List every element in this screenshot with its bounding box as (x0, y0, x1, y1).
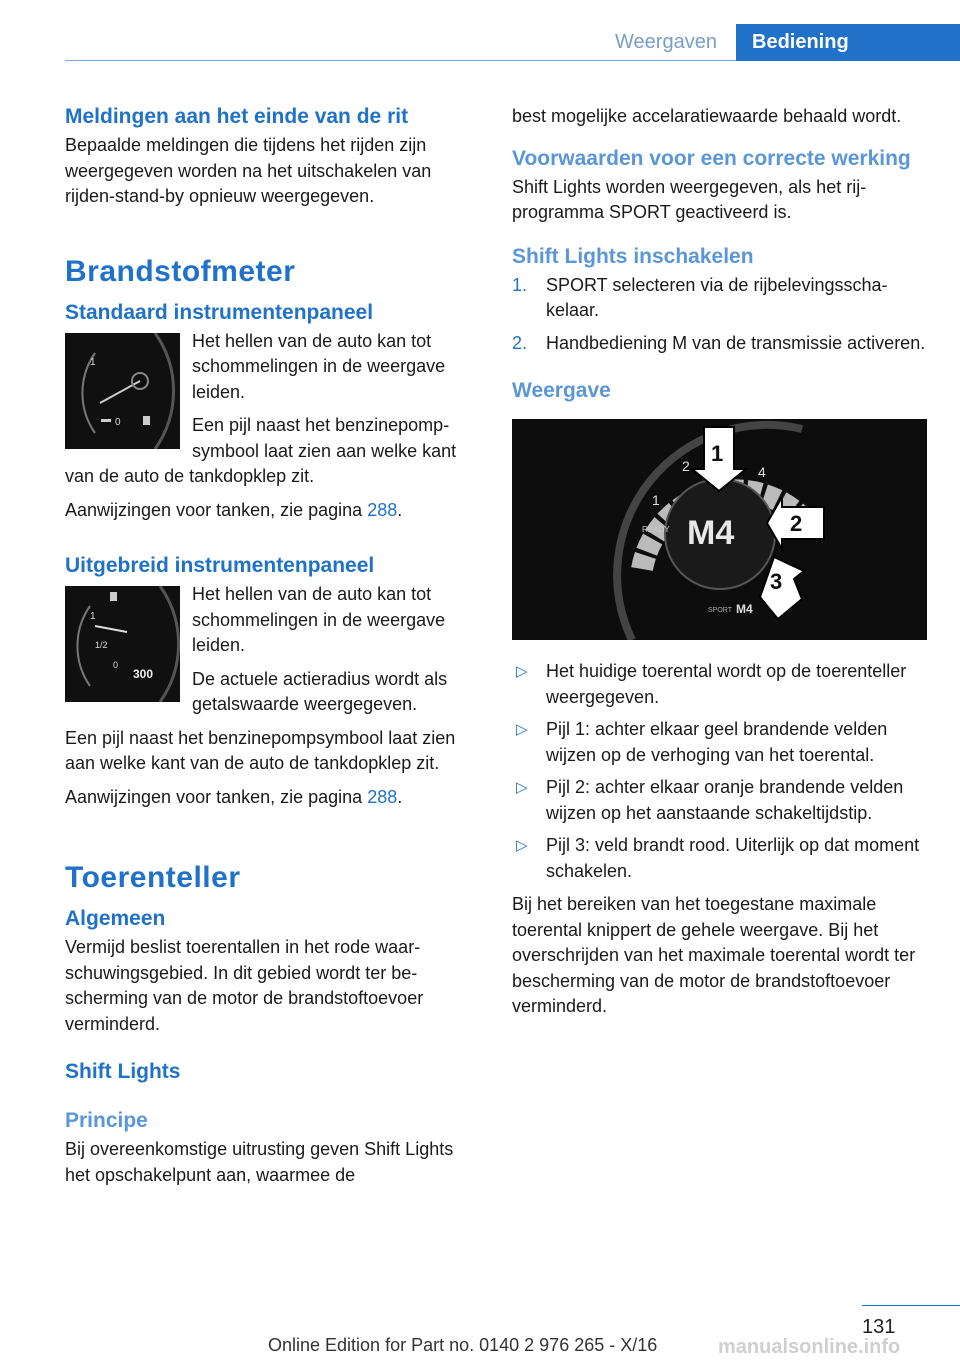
extended-fuel-gauge-image (65, 586, 180, 702)
std-panel-block (65, 329, 483, 498)
bullet-item: ▷ Pijl 3: veld brandt rood. Uiterlijk op dat moment schakelen. (516, 835, 920, 881)
svg-text:1: 1 (90, 611, 96, 622)
step-item: 1. SPORT selecteren via de rijbelevingsschakelaar. (512, 274, 888, 320)
svg-text:4: 4 (758, 464, 766, 480)
std-text-1: Het hellen van de auto kan tot schommelingen in de weergave leiden. (192, 330, 446, 402)
svg-text:1: 1 (652, 492, 660, 508)
svg-text:SPORT: SPORT (708, 607, 732, 614)
svg-text:M4: M4 (736, 602, 753, 616)
heading-algemeen: Algemeen (65, 907, 166, 930)
tab-weergaven[interactable]: Weergaven (615, 31, 717, 53)
watermark-text: manualsonline.info (718, 1336, 901, 1358)
heading-weergave: Weergave (512, 379, 611, 402)
heading-toerenteller: Toerenteller (65, 861, 241, 894)
tab-bediening[interactable]: Bediening (736, 24, 960, 61)
svg-text:3: 3 (770, 569, 783, 594)
bullet-item: ▷ Pijl 2: achter elkaar oranje brandende velden wijzen op het aanstaande schakeltijdstip. (516, 777, 904, 823)
svg-text:300: 300 (133, 667, 154, 681)
heading-brandstofmeter: Brandstofmeter (65, 254, 296, 288)
ext-panel-block (65, 582, 483, 726)
svg-text:READY: READY (642, 525, 670, 534)
footer-rule (862, 1305, 960, 1306)
page-number: 131 (862, 1316, 896, 1338)
right-column (512, 104, 930, 1028)
svg-text:0: 0 (115, 416, 121, 428)
edition-text: Online Edition for Part no. 0140 2 976 265 - X/16 (268, 1335, 658, 1355)
svg-text:1/2: 1/2 (95, 640, 108, 650)
paragraph-voorwaarden: Shift Lights worden weergegeven, als het rijprogramma SPORT geactiveerd is. (512, 176, 867, 222)
svg-text:0: 0 (113, 660, 119, 670)
heading-meldingen: Meldingen aan het einde van de rit (65, 105, 409, 128)
std-text-2: Een pijl naast het benzinepompsymbool laat zien aan welke kant van de auto de tankdopklep zit. (65, 415, 457, 486)
svg-text:2: 2 (682, 458, 690, 474)
ext-text-3: Een pijl naast het benzinepompsymbool laat zien aan welke kant van de auto de tankdopklep zit. (65, 727, 456, 773)
bullet-list (512, 659, 930, 884)
paragraph-final: Bij het bereiken van het toegestane maximale toerental knippert de gehele weergave. Bij het overschrijden van het maximale toerental wordt ter bescherming van de motor de brandstoftoevoer verminderd. (512, 894, 916, 1016)
ext-reference: Aanwijzingen voor tanken, zie pagina 288. (65, 786, 403, 807)
steps-list (512, 273, 930, 357)
svg-text:1: 1 (711, 441, 724, 466)
heading-standaard: Standaard instrumentenpaneel (65, 300, 374, 324)
ext-text-2: De actuele actieradius wordt als getalswaarde weergegeven. (192, 668, 448, 714)
heading-principe: Principe (65, 1109, 148, 1132)
left-column (65, 104, 483, 1196)
paragraph-meldingen: Bepaalde meldingen die tijdens het rijden zijn weergegeven worden na het uitschakelen van rijden-stand-by opnieuw weergegeven. (65, 135, 432, 206)
svg-text:1: 1 (90, 356, 96, 368)
ext-text-1: Het hellen van de auto kan tot schommelingen in de weergave leiden. (192, 584, 446, 655)
shift-lights-display-image (512, 419, 927, 640)
paragraph-continued: best mogelijke accelaratiewaarde behaald wordt. (512, 106, 902, 126)
heading-inschakelen: Shift Lights inschakelen (512, 244, 754, 268)
page-link-288[interactable]: 288 (367, 499, 398, 520)
paragraph-algemeen: Vermijd beslist toerentallen in het rode waarschuwingsgebied. In dit gebied wordt ter bescherming van de motor de brandstoftoevoer verminderd. (65, 937, 424, 1034)
paragraph-principe: Bij overeenkomstige uitrusting geven Shift Lights het opschakelpunt aan, waarmee de (65, 1139, 454, 1185)
heading-shift-lights: Shift Lights (65, 1060, 181, 1083)
step-item: 2. Handbediening M van de transmissie activeren. (512, 332, 926, 353)
svg-text:2: 2 (790, 511, 803, 536)
heading-voorwaarden: Voorwaarden voor een correcte werking (512, 146, 911, 170)
std-reference: Aanwijzingen voor tanken, zie pagina 288. (65, 499, 403, 520)
page-link-288-2[interactable]: 288 (367, 786, 398, 807)
standard-fuel-gauge-image (65, 333, 180, 449)
svg-text:M4: M4 (687, 514, 735, 552)
heading-uitgebreid: Uitgebreid instrumentenpaneel (65, 554, 375, 577)
bullet-item: ▷ Pijl 1: achter elkaar geel brandende velden wijzen op de verhoging van het toerental. (516, 719, 888, 765)
bullet-item: ▷ Het huidige toerental wordt op de toerenteller weergegeven. (516, 661, 907, 707)
